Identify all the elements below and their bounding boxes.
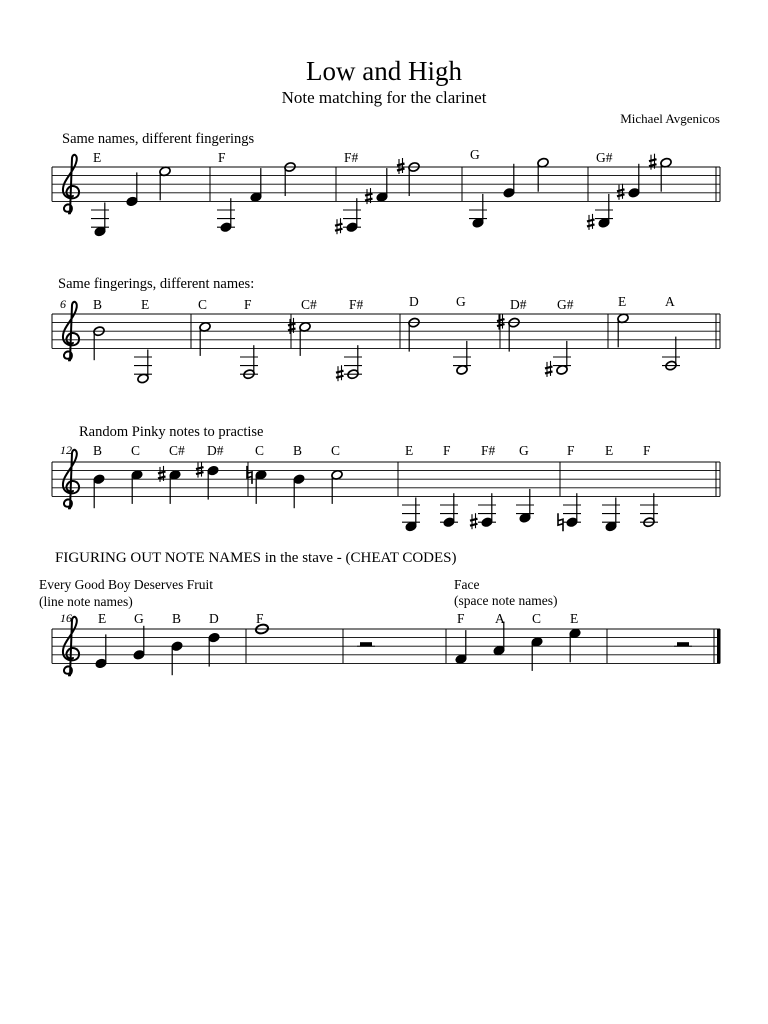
note-label: C <box>198 297 208 312</box>
note-label: G <box>456 294 466 309</box>
note-label: B <box>93 443 103 458</box>
line-notes-caption: Every Good Boy Deserves Fruit <box>39 577 213 592</box>
note-label: D <box>209 611 219 626</box>
note-label: B <box>293 443 303 458</box>
note-label: E <box>570 611 579 626</box>
line-notes-caption-sub: (line note names) <box>39 594 133 609</box>
measure-number: 12 <box>60 443 72 457</box>
note-label: D# <box>207 443 224 458</box>
cheat-codes-heading: FIGURING OUT NOTE NAMES in the stave - (CHEAT CODES) <box>55 550 457 566</box>
note-label: A <box>495 611 505 626</box>
note-label: F <box>244 297 252 312</box>
note-label: C <box>331 443 341 458</box>
measure-number: 6 <box>60 297 66 311</box>
sharp-sign <box>397 158 405 174</box>
sharp-sign <box>545 361 553 377</box>
note-label: C <box>532 611 542 626</box>
space-notes-caption: Face <box>454 577 480 592</box>
note-label: C# <box>301 297 317 312</box>
page-subtitle: Note matching for the clarinet <box>281 88 487 107</box>
note-label: F <box>567 443 575 458</box>
sharp-sign <box>587 214 595 230</box>
note-label: F <box>457 611 465 626</box>
note-label: G# <box>596 150 613 165</box>
sharp-sign <box>470 513 478 529</box>
note-label: F <box>443 443 451 458</box>
note-label: G <box>519 443 529 458</box>
natural-sign <box>558 513 563 531</box>
sharp-sign <box>336 365 344 381</box>
page-title: Low and High <box>306 56 462 86</box>
system-2-heading: Same fingerings, different names: <box>58 276 255 292</box>
half-rest-icon <box>677 642 689 646</box>
note-label: G <box>470 147 480 162</box>
note-label: E <box>405 443 414 458</box>
note-label: F <box>256 611 264 626</box>
note-label: E <box>618 294 627 309</box>
note-label: A <box>665 294 675 309</box>
note-label: E <box>141 297 150 312</box>
note-label: D <box>409 294 419 309</box>
measure-number: 16 <box>60 611 72 625</box>
note-label: G# <box>557 297 574 312</box>
note-label: B <box>93 297 103 312</box>
system-1-heading: Same names, different fingerings <box>62 131 255 147</box>
system-3-heading: Random Pinky notes to practise <box>79 424 264 440</box>
final-barline-thick <box>717 629 721 663</box>
note-label: F# <box>349 297 364 312</box>
sharp-sign <box>497 314 505 330</box>
sharp-sign <box>196 462 204 478</box>
note-label: F# <box>481 443 496 458</box>
sharp-sign <box>617 184 625 200</box>
note-label: F# <box>344 150 359 165</box>
composer-name: Michael Avgenicos <box>620 111 720 126</box>
note-label: G <box>134 611 144 626</box>
note-label: E <box>605 443 614 458</box>
note-label: E <box>98 611 107 626</box>
note-label: F <box>643 443 651 458</box>
half-rest-icon <box>360 642 372 646</box>
note-label: C <box>255 443 265 458</box>
note-label: C# <box>169 443 185 458</box>
note-label: C <box>131 443 141 458</box>
note-label: D# <box>510 297 527 312</box>
space-notes-caption-sub: (space note names) <box>454 593 558 608</box>
note-label: E <box>93 150 102 165</box>
sharp-sign <box>335 218 343 234</box>
note-label: F <box>218 150 226 165</box>
note-label: B <box>172 611 182 626</box>
